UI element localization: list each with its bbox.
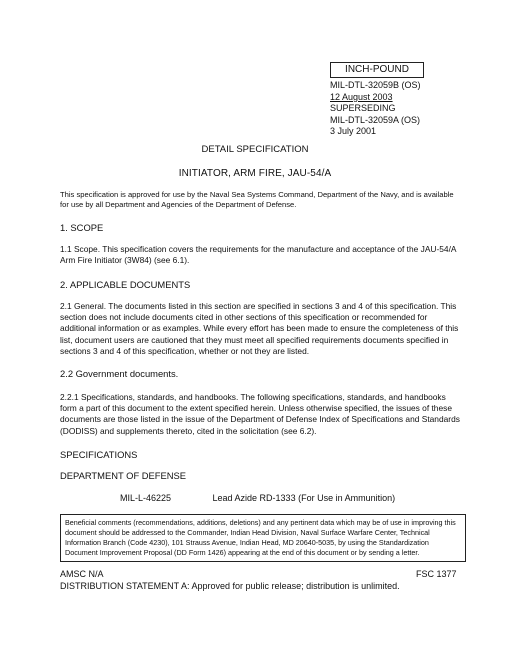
department-of-defense-label: DEPARTMENT OF DEFENSE [60, 470, 187, 481]
superseded-doc-date: 3 July 2001 [330, 126, 377, 137]
specifications-label: SPECIFICATIONS [60, 449, 138, 460]
section-heading-scope: 1. SCOPE [60, 222, 104, 233]
general-paragraph: 2.1 General. The documents listed in this section are specified in sections 3 and 4 of this specification. This section does not include documents cited in other sections of this specification or recommended for additional information or as examples. While every effort has been made to ensure the completeness of this list, document users are cautioned that they must meet all specified requirements documents specified in sections 3 and 4 of this specification, whether or not they are listed. [60, 301, 459, 356]
superseded-doc-number: MIL-DTL-32059A (OS) [330, 114, 421, 125]
scope-paragraph: 1.1 Scope. This specification covers the requirements for the manufacture and acceptance of the JAU-54/A Arm Fire Initiator (3W84) (see 6.1). [60, 244, 457, 266]
government-documents-heading: 2.2 Government documents. [60, 368, 179, 379]
doc-number: MIL-DTL-32059B (OS) [330, 80, 421, 90]
section-heading-applicable-documents: 2. APPLICABLE DOCUMENTS [60, 279, 191, 290]
superseding-label: SUPERSEDING [330, 103, 396, 114]
footer-left [60, 569, 400, 592]
reference-title: Lead Azide RD-1333 (For Use in Ammunition) [212, 493, 396, 503]
reference-row [120, 493, 395, 503]
reference-id: MIL-L-46225 [120, 493, 172, 503]
document-header [330, 62, 430, 138]
distribution-statement: DISTRIBUTION STATEMENT A: Approved for public release; distribution is unlimited. [60, 580, 400, 591]
doc-title: INITIATOR, ARM FIRE, JAU-54/A [178, 168, 332, 179]
comments-box: Beneficial comments (recommendations, additions, deletions) and any pertinent data which may be of use in improving this document should be addressed to the Commander, Indian Head Division, Naval Surface Warfare Center, Technical Information Branch (Code 4230), 101 Strauss Avenue, Indian Head, MD 20640-5035, by using the Standardization Document Improvement Proposal (DD Form 1426) appearing at the end of this document or by sending a letter. [60, 514, 466, 562]
approval-statement: This specification is approved for use by the Naval Sea Systems Command, Department of the Navy, and is available for use by all Department and Agencies of the Department of Defense. [60, 190, 454, 209]
specifications-paragraph: 2.2.1 Specifications, standards, and handbooks. The following specifications, standards, and handbooks form a part of this document to the extent specified herein. Unless otherwise specified, the issues of these documents are those listed in the issue of the Department of Defense Index of Specifications and Standards (DODISS) and supplements thereto, cited in the solicitation (see 6.2). [60, 392, 460, 436]
doc-date: 12 August 2003 [330, 91, 393, 102]
amsc-label: AMSC N/A [60, 569, 104, 579]
doc-type: DETAIL SPECIFICATION [201, 144, 309, 155]
fsc-label: FSC 1377 [416, 569, 457, 579]
inch-pound-box: INCH-POUND [330, 62, 424, 78]
